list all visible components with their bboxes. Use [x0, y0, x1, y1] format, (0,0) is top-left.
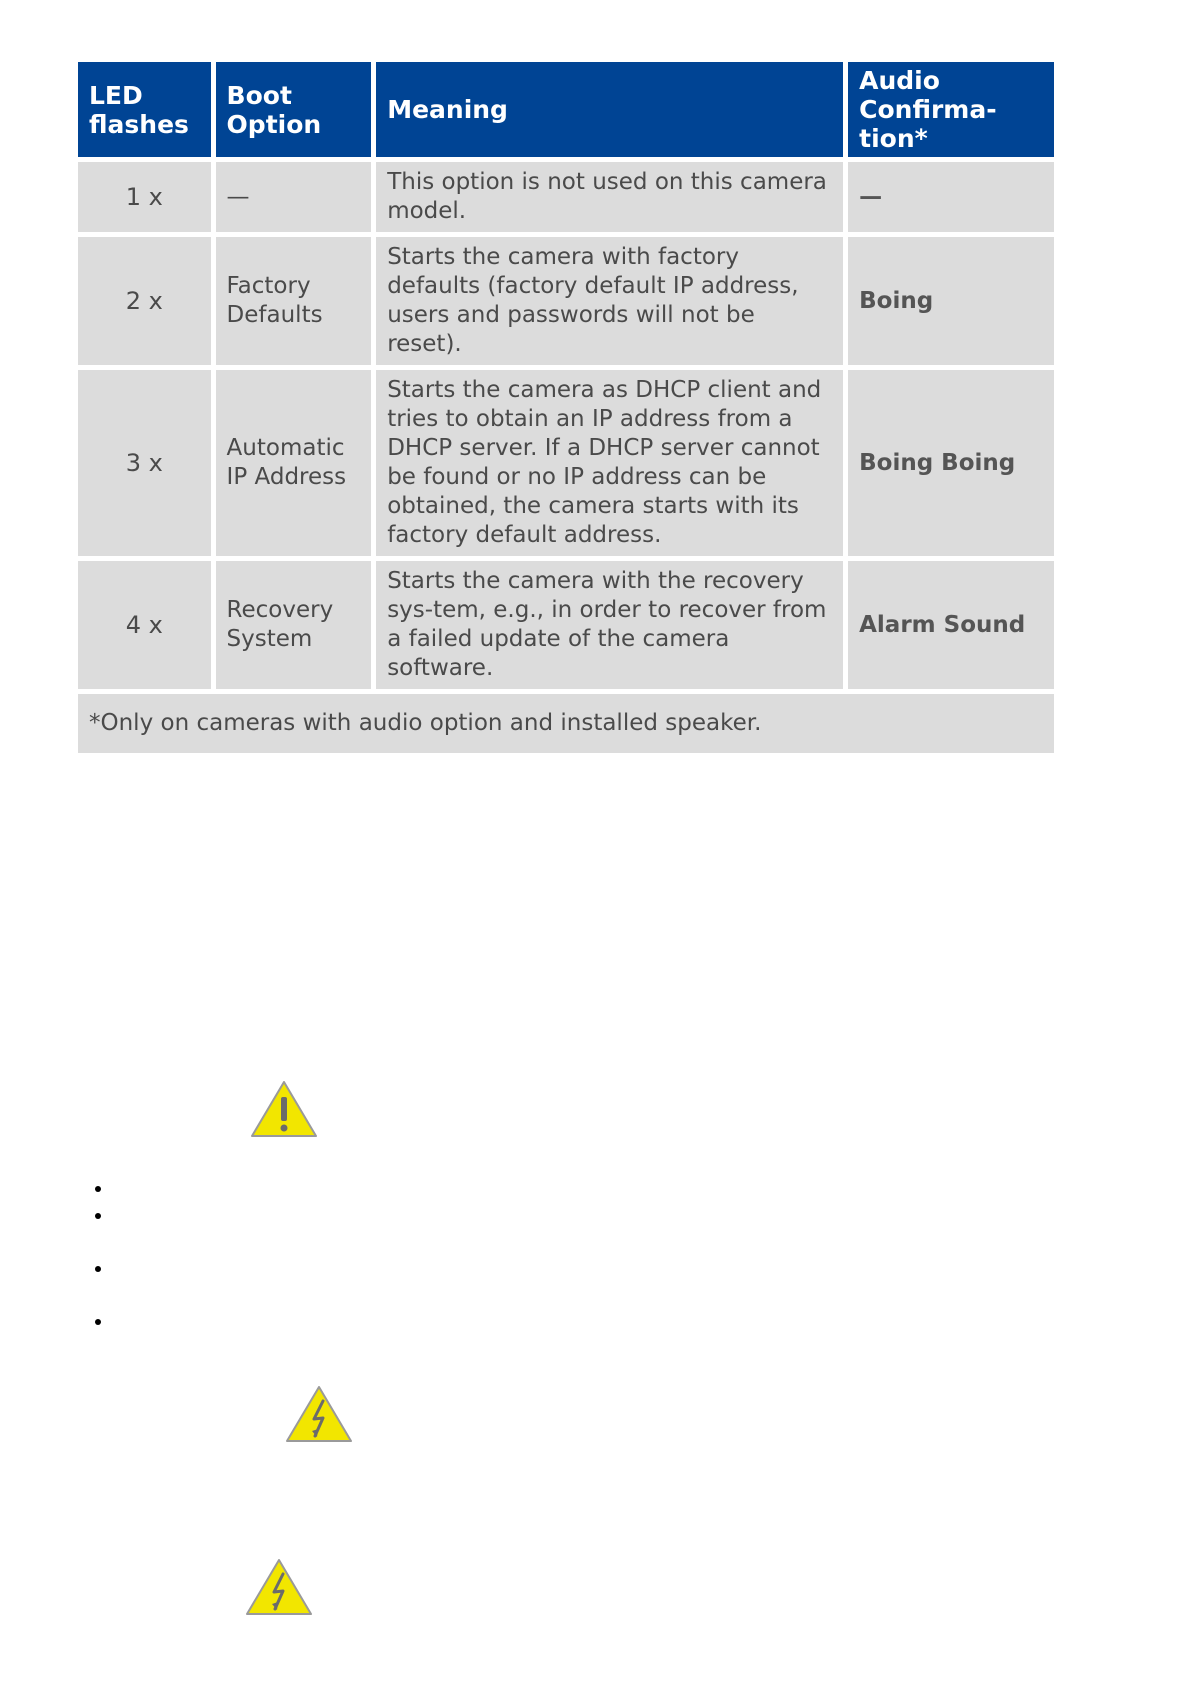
table-row [78, 370, 1054, 556]
boot-option-cell: — [216, 162, 372, 232]
table-row [78, 162, 1054, 232]
led-cell: 3 x [78, 370, 211, 556]
table-row [78, 561, 1054, 689]
led-cell: 1 x [78, 162, 211, 232]
meaning-cell: Starts the camera as DHCP client and tries to obtain an IP address from a DHCP server. If a DHCP server cannot be found or no IP address can be obtained, the camera starts with its factory default address. [376, 370, 843, 556]
header-led-flashes: LED flashes [78, 62, 211, 157]
audio-cell: Boing Boing [848, 370, 1054, 556]
boot-options-table [73, 57, 1059, 758]
boot-option-cell: Factory Defaults [216, 237, 372, 365]
led-cell: 4 x [78, 561, 211, 689]
header-boot-option: Boot Option [216, 62, 372, 157]
footnote: *Only on cameras with audio option and installed speaker. [78, 694, 1054, 753]
footnote-row [78, 694, 1054, 753]
audio-cell: Alarm Sound [848, 561, 1054, 689]
electrical-hazard-icon [285, 1384, 353, 1444]
list-bullet [95, 1266, 101, 1272]
meaning-cell: Starts the camera with the recovery sys-tem, e.g., in order to recover from a failed update of the camera software. [376, 561, 843, 689]
meaning-cell: Starts the camera with factory defaults (factory default IP address, users and passwords will not be reset). [376, 237, 843, 365]
meaning-cell: This option is not used on this camera model. [376, 162, 843, 232]
header-meaning: Meaning [376, 62, 843, 157]
electrical-hazard-icon [245, 1557, 313, 1617]
header-audio-confirmation: Audio Confirma- tion* [848, 62, 1054, 157]
warning-exclamation-icon [250, 1079, 318, 1139]
list-bullet [95, 1186, 101, 1192]
list-bullet [95, 1319, 101, 1325]
boot-option-cell: Recovery System [216, 561, 372, 689]
boot-option-cell: Automatic IP Address [216, 370, 372, 556]
table-header-row [78, 62, 1054, 157]
led-cell: 2 x [78, 237, 211, 365]
audio-cell: — [848, 162, 1054, 232]
list-bullet [95, 1213, 101, 1219]
table-row [78, 237, 1054, 365]
audio-cell: Boing [848, 237, 1054, 365]
